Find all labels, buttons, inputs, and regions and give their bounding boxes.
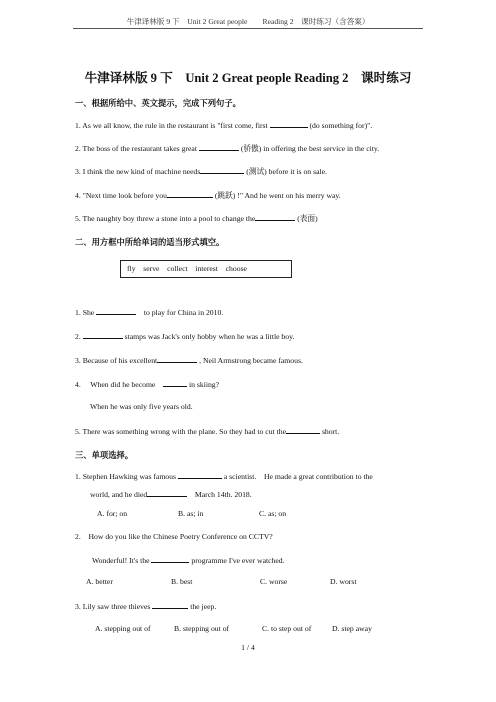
answer-blank[interactable] [286, 425, 320, 434]
s2-question-4-answer: When he was only five years old. [90, 402, 193, 411]
s2-question-2: 2. stamps was Jack's only hobby when he was a little boy. [75, 332, 295, 341]
s2-question-1: 1. She to play for China in 2010. [75, 308, 224, 317]
answer-blank[interactable] [200, 165, 244, 174]
section-2-heading: 二、用方框中所给单词的适当形式填空。 [75, 238, 225, 247]
s2-question-4: 4. When did he become in skiing? [75, 380, 220, 389]
page-number: 1 / 4 [241, 643, 255, 652]
s3-q3-option-a[interactable]: A. stepping out of [95, 624, 151, 633]
answer-blank[interactable] [163, 378, 187, 387]
s3-q2-option-a[interactable]: A. better [86, 577, 113, 586]
s3-question-2: 2. How do you like the Chinese Poetry Conference on CCTV? [75, 532, 273, 541]
answer-blank[interactable] [178, 470, 222, 479]
s1-question-2: 2. The boss of the restaurant takes great (骄傲) in offering the best service in the city. [75, 144, 380, 153]
s3-question-3: 3. Lily saw three thieves the jeep. [75, 602, 217, 611]
s3-q2-option-b[interactable]: B. best [171, 577, 193, 586]
answer-blank[interactable] [96, 306, 136, 315]
s3-q2-option-c[interactable]: C. worse [260, 577, 288, 586]
s1-question-3: 3. I think the new kind of machine needs (测试) before it is on sale. [75, 167, 327, 176]
s3-q2-option-d[interactable]: D. worst [330, 577, 357, 586]
answer-blank[interactable] [157, 354, 197, 363]
s3-question-1: 1. Stephen Hawking was famous a scientist. He made a great contribution to the [75, 472, 373, 481]
s1-question-1: 1. As we all know, the rule in the restaurant is "first come, first (do something for)". [75, 121, 373, 130]
page-header: 牛津译林版 9 下 Unit 2 Great people Reading 2 课时练习（含答案） [126, 17, 370, 26]
s3-question-2-cont: Wonderful! It's the programme I've ever watched. [92, 556, 285, 565]
header-rule [73, 28, 423, 29]
s1-question-4: 4. "Next time look before you (跳跃) !" And he went on his merry way. [75, 191, 341, 200]
answer-blank[interactable] [199, 142, 239, 151]
answer-blank[interactable] [167, 189, 213, 198]
section-1-heading: 一、根据所给中、英文提示，完成下列句子。 [75, 99, 241, 108]
s2-question-3: 3. Because of his excellent , Neil Armstrong became famous. [75, 356, 303, 365]
s3-q1-option-b[interactable]: B. as; in [178, 509, 204, 518]
word-box: fly serve collect interest choose [120, 260, 292, 278]
answer-blank[interactable] [147, 488, 187, 497]
answer-blank[interactable] [151, 554, 189, 563]
s3-q1-option-c[interactable]: C. as; on [259, 509, 287, 518]
answer-blank[interactable] [255, 212, 295, 221]
answer-blank[interactable] [83, 330, 123, 339]
s3-q3-option-d[interactable]: D. step away [332, 624, 372, 633]
answer-blank[interactable] [270, 119, 308, 128]
s2-question-5: 5. There was something wrong with the plane. So they had to cut the short. [75, 427, 340, 436]
answer-blank[interactable] [152, 600, 188, 609]
s3-question-1-cont: world, and he died March 14th. 2018. [90, 490, 252, 499]
s3-q1-option-a[interactable]: A. for; on [97, 509, 128, 518]
s3-q3-option-b[interactable]: B. stepping out of [174, 624, 230, 633]
s1-question-5: 5. The naughty boy threw a stone into a pool to change the (表面) [75, 214, 318, 223]
section-3-heading: 三、单项选择。 [75, 451, 134, 460]
s3-q3-option-c[interactable]: C. to step out of [262, 624, 312, 633]
document-title: 牛津译林版 9 下 Unit 2 Great people Reading 2 课时练习 [84, 71, 412, 85]
